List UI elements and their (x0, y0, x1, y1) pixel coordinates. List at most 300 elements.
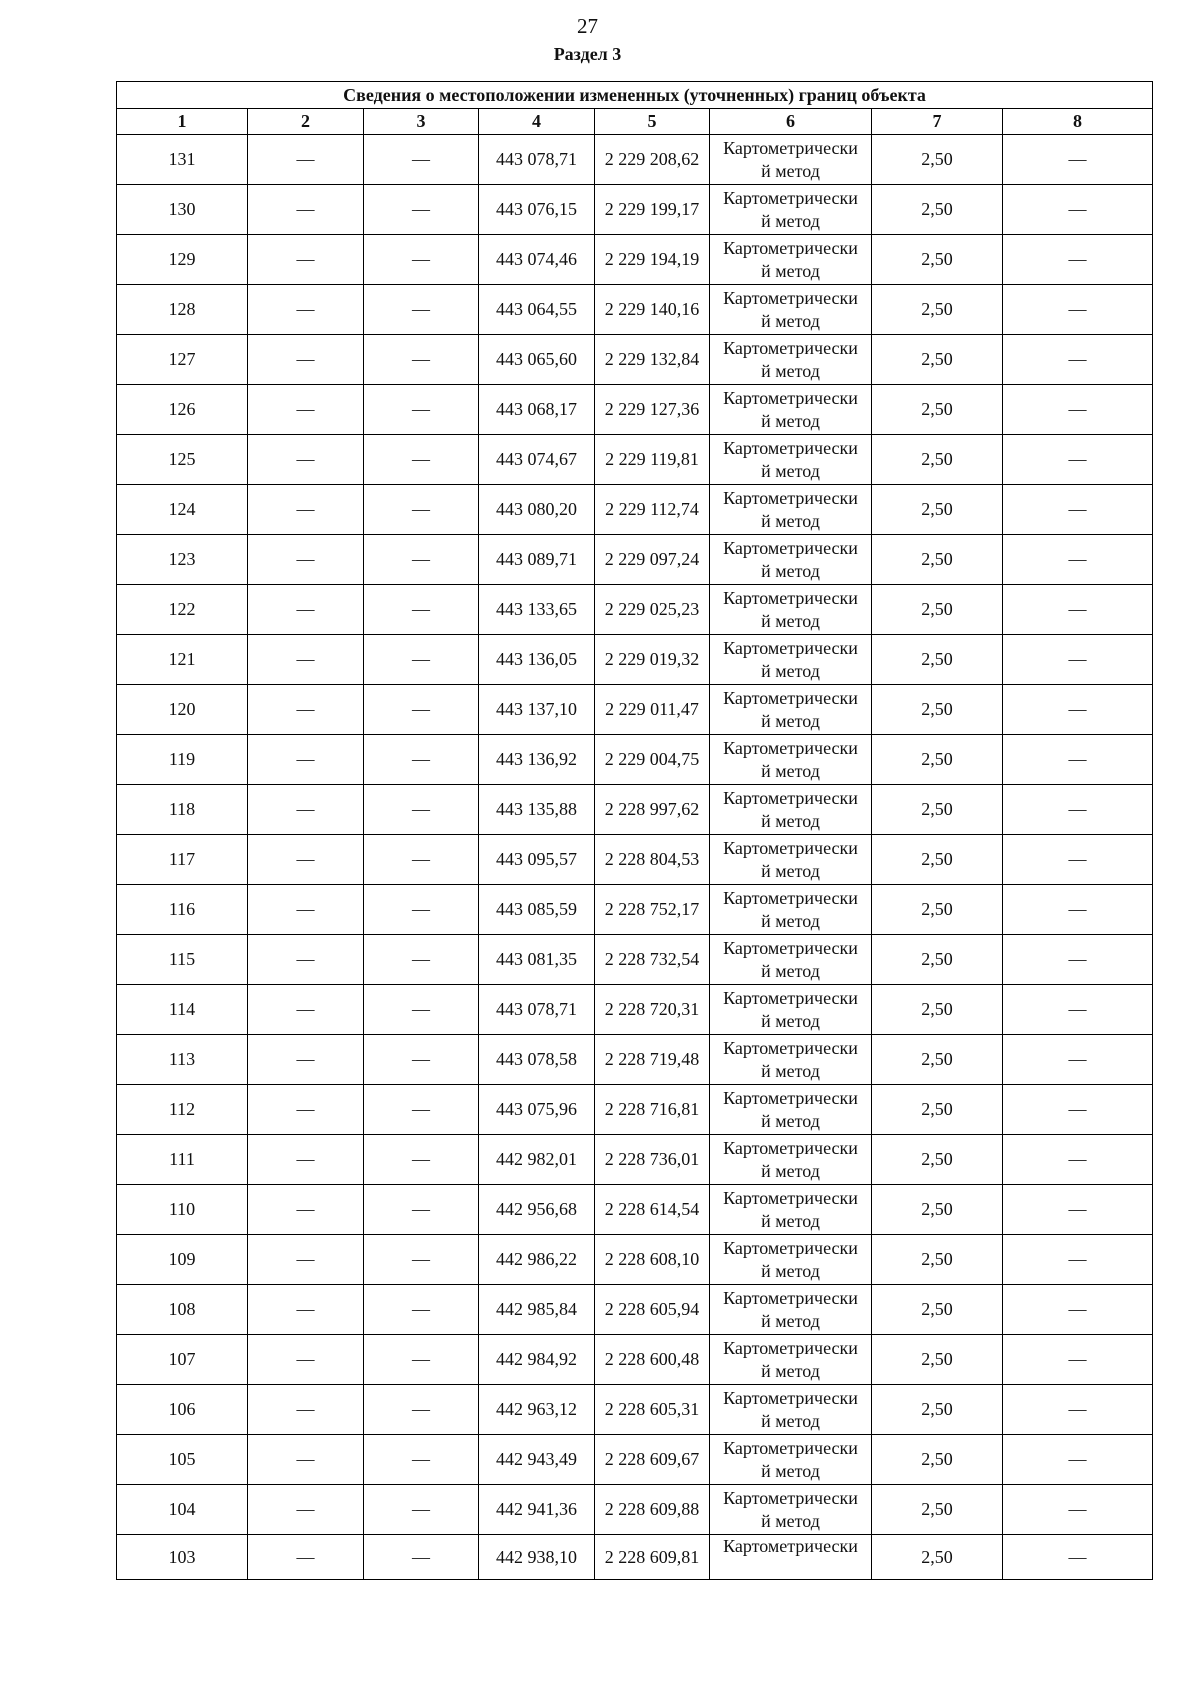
point-number-cell: 130 (117, 185, 248, 235)
method-text-line: Картометрически (723, 187, 858, 208)
accuracy-cell: 2,50 (872, 635, 1003, 685)
method-cell (710, 1085, 872, 1135)
empty-value-cell: — (364, 435, 479, 485)
empty-value-cell: — (364, 235, 479, 285)
accuracy-cell: 2,50 (872, 1035, 1003, 1085)
empty-value-cell: — (248, 1035, 364, 1085)
method-text-line: й метод (761, 1110, 820, 1131)
point-number-cell: 115 (117, 935, 248, 985)
y-coordinate-cell: 2 228 609,88 (595, 1485, 710, 1535)
method-text-line: Картометрически (723, 1487, 858, 1508)
method-cell (710, 735, 872, 785)
empty-value-cell: — (248, 535, 364, 585)
method-text-line: Картометрически (723, 987, 858, 1008)
method-text-line: й метод (761, 860, 820, 881)
empty-value-cell: — (364, 1185, 479, 1235)
x-coordinate-cell: 442 943,49 (479, 1435, 595, 1485)
table-row (117, 1485, 1153, 1535)
x-coordinate-cell: 442 963,12 (479, 1385, 595, 1435)
empty-value-cell: — (1003, 585, 1153, 635)
column-number: 4 (479, 109, 595, 135)
method-text-line: Картометрически (723, 337, 858, 358)
method-cell (710, 1285, 872, 1335)
empty-value-cell: — (1003, 1035, 1153, 1085)
method-cell (710, 685, 872, 735)
accuracy-cell: 2,50 (872, 735, 1003, 785)
x-coordinate-cell: 443 136,92 (479, 735, 595, 785)
method-text-line: й метод (761, 560, 820, 581)
empty-value-cell: — (248, 1435, 364, 1485)
method-text-line: й метод (761, 1310, 820, 1331)
accuracy-cell: 2,50 (872, 1185, 1003, 1235)
method-cell (710, 1035, 872, 1085)
empty-value-cell: — (364, 935, 479, 985)
empty-value-cell: — (364, 635, 479, 685)
table-row (117, 1535, 1153, 1580)
empty-value-cell: — (364, 1035, 479, 1085)
method-text-line: Картометрически (723, 1087, 858, 1108)
column-number: 8 (1003, 109, 1153, 135)
empty-value-cell: — (1003, 535, 1153, 585)
table-row (117, 135, 1153, 185)
empty-value-cell: — (248, 885, 364, 935)
point-number-cell: 125 (117, 435, 248, 485)
method-text-line: й метод (761, 310, 820, 331)
method-text-line: й метод (761, 760, 820, 781)
table-row (117, 185, 1153, 235)
empty-value-cell: — (1003, 735, 1153, 785)
empty-value-cell: — (248, 1335, 364, 1385)
method-cell (710, 235, 872, 285)
point-number-cell: 114 (117, 985, 248, 1035)
method-cell (710, 1435, 872, 1485)
empty-value-cell: — (364, 685, 479, 735)
table-row (117, 1185, 1153, 1235)
x-coordinate-cell: 443 080,20 (479, 485, 595, 535)
x-coordinate-cell: 443 076,15 (479, 185, 595, 235)
x-coordinate-cell: 443 075,96 (479, 1085, 595, 1135)
method-cell (710, 435, 872, 485)
method-text-line: Картометрически (723, 837, 858, 858)
empty-value-cell: — (1003, 1435, 1153, 1485)
accuracy-cell: 2,50 (872, 985, 1003, 1035)
table-row (117, 1385, 1153, 1435)
table-row (117, 435, 1153, 485)
x-coordinate-cell: 443 064,55 (479, 285, 595, 335)
method-text-line: Картометрически (723, 1037, 858, 1058)
method-text-line: Картометрически (723, 1137, 858, 1158)
empty-value-cell: — (248, 235, 364, 285)
point-number-cell: 104 (117, 1485, 248, 1535)
y-coordinate-cell: 2 229 004,75 (595, 735, 710, 785)
empty-value-cell: — (248, 1285, 364, 1335)
y-coordinate-cell: 2 228 608,10 (595, 1235, 710, 1285)
accuracy-cell: 2,50 (872, 335, 1003, 385)
method-cell (710, 585, 872, 635)
method-text-line: й метод (761, 1260, 820, 1281)
y-coordinate-cell: 2 229 112,74 (595, 485, 710, 535)
empty-value-cell: — (1003, 785, 1153, 835)
table-row (117, 1285, 1153, 1335)
y-coordinate-cell: 2 228 997,62 (595, 785, 710, 835)
method-text-line: й метод (761, 460, 820, 481)
method-text-line: й метод (761, 1060, 820, 1081)
point-number-cell: 109 (117, 1235, 248, 1285)
empty-value-cell: — (1003, 135, 1153, 185)
empty-value-cell: — (1003, 985, 1153, 1035)
empty-value-cell: — (364, 135, 479, 185)
table-row (117, 735, 1153, 785)
accuracy-cell: 2,50 (872, 835, 1003, 885)
x-coordinate-cell: 443 074,46 (479, 235, 595, 285)
empty-value-cell: — (1003, 1135, 1153, 1185)
empty-value-cell: — (1003, 1335, 1153, 1385)
method-text-line: й метод (761, 1460, 820, 1481)
point-number-cell: 105 (117, 1435, 248, 1485)
empty-value-cell: — (1003, 885, 1153, 935)
point-number-cell: 116 (117, 885, 248, 935)
empty-value-cell: — (1003, 1085, 1153, 1135)
empty-value-cell: — (364, 1435, 479, 1485)
column-number: 3 (364, 109, 479, 135)
accuracy-cell: 2,50 (872, 1535, 1003, 1580)
y-coordinate-cell: 2 228 719,48 (595, 1035, 710, 1085)
empty-value-cell: — (1003, 1235, 1153, 1285)
x-coordinate-cell: 442 956,68 (479, 1185, 595, 1235)
x-coordinate-cell: 443 081,35 (479, 935, 595, 985)
empty-value-cell: — (248, 1535, 364, 1580)
empty-value-cell: — (1003, 335, 1153, 385)
y-coordinate-cell: 2 229 194,19 (595, 235, 710, 285)
empty-value-cell: — (1003, 235, 1153, 285)
empty-value-cell: — (248, 785, 364, 835)
column-number: 7 (872, 109, 1003, 135)
accuracy-cell: 2,50 (872, 1435, 1003, 1485)
empty-value-cell: — (1003, 835, 1153, 885)
method-text-line: Картометрически (723, 937, 858, 958)
y-coordinate-cell: 2 229 011,47 (595, 685, 710, 735)
method-text-line: й метод (761, 810, 820, 831)
method-text-line: й метод (761, 360, 820, 381)
empty-value-cell: — (248, 485, 364, 535)
table-row (117, 285, 1153, 335)
y-coordinate-cell: 2 228 804,53 (595, 835, 710, 885)
empty-value-cell: — (364, 585, 479, 635)
column-number: 5 (595, 109, 710, 135)
empty-value-cell: — (364, 985, 479, 1035)
method-cell (710, 335, 872, 385)
empty-value-cell: — (1003, 685, 1153, 735)
point-number-cell: 118 (117, 785, 248, 835)
y-coordinate-cell: 2 228 732,54 (595, 935, 710, 985)
table-caption: Сведения о местоположении измененных (уточненных) границ объекта (117, 82, 1153, 109)
empty-value-cell: — (248, 385, 364, 435)
method-cell (710, 1235, 872, 1285)
point-number-cell: 107 (117, 1335, 248, 1385)
method-cell (710, 385, 872, 435)
empty-value-cell: — (364, 1335, 479, 1385)
method-text-line: й метод (761, 1410, 820, 1431)
method-text-line: й метод (761, 910, 820, 931)
accuracy-cell: 2,50 (872, 485, 1003, 535)
method-text-line: й метод (761, 410, 820, 431)
y-coordinate-cell: 2 229 127,36 (595, 385, 710, 435)
method-text-line: й метод (761, 210, 820, 231)
point-number-cell: 120 (117, 685, 248, 735)
method-cell (710, 1485, 872, 1535)
empty-value-cell: — (1003, 1385, 1153, 1435)
accuracy-cell: 2,50 (872, 435, 1003, 485)
table-row (117, 585, 1153, 635)
method-text-line: Картометрически (723, 587, 858, 608)
point-number-cell: 121 (117, 635, 248, 685)
empty-value-cell: — (248, 585, 364, 635)
empty-value-cell: — (1003, 1535, 1153, 1580)
method-cell (710, 785, 872, 835)
y-coordinate-cell: 2 228 752,17 (595, 885, 710, 935)
empty-value-cell: — (1003, 1485, 1153, 1535)
empty-value-cell: — (248, 1135, 364, 1185)
y-coordinate-cell: 2 229 208,62 (595, 135, 710, 185)
empty-value-cell: — (1003, 285, 1153, 335)
method-text-line: й метод (761, 260, 820, 281)
empty-value-cell: — (364, 1235, 479, 1285)
table-row (117, 1085, 1153, 1135)
empty-value-cell: — (248, 285, 364, 335)
x-coordinate-cell: 443 074,67 (479, 435, 595, 485)
x-coordinate-cell: 443 136,05 (479, 635, 595, 685)
empty-value-cell: — (364, 835, 479, 885)
empty-value-cell: — (364, 285, 479, 335)
method-text-line: Картометрически (723, 137, 858, 158)
method-text-line: Картометрически (723, 1237, 858, 1258)
table-row (117, 985, 1153, 1035)
method-text-line: Картометрически (723, 487, 858, 508)
table-row (117, 885, 1153, 935)
x-coordinate-cell: 442 941,36 (479, 1485, 595, 1535)
accuracy-cell: 2,50 (872, 1235, 1003, 1285)
point-number-cell: 117 (117, 835, 248, 885)
method-cell (710, 935, 872, 985)
method-cell (710, 985, 872, 1035)
method-text-line: й метод (761, 1160, 820, 1181)
point-number-cell: 127 (117, 335, 248, 385)
method-text-line: Картометрически (723, 887, 858, 908)
point-number-cell: 110 (117, 1185, 248, 1235)
empty-value-cell: — (1003, 1285, 1153, 1335)
method-cell (710, 1185, 872, 1235)
accuracy-cell: 2,50 (872, 585, 1003, 635)
point-number-cell: 122 (117, 585, 248, 635)
point-number-cell: 106 (117, 1385, 248, 1435)
point-number-cell: 103 (117, 1535, 248, 1580)
table-row (117, 1435, 1153, 1485)
method-cell (710, 485, 872, 535)
x-coordinate-cell: 443 133,65 (479, 585, 595, 635)
method-cell (710, 135, 872, 185)
accuracy-cell: 2,50 (872, 135, 1003, 185)
method-cell (710, 885, 872, 935)
empty-value-cell: — (364, 1285, 479, 1335)
point-number-cell: 112 (117, 1085, 248, 1135)
method-text-line: Картометрически (723, 1287, 858, 1308)
y-coordinate-cell: 2 229 097,24 (595, 535, 710, 585)
point-number-cell: 124 (117, 485, 248, 535)
empty-value-cell: — (248, 635, 364, 685)
accuracy-cell: 2,50 (872, 235, 1003, 285)
empty-value-cell: — (248, 1235, 364, 1285)
table-row (117, 685, 1153, 735)
point-number-cell: 128 (117, 285, 248, 335)
y-coordinate-cell: 2 229 132,84 (595, 335, 710, 385)
method-text-line: Картометрически (723, 1387, 858, 1408)
method-text-line: й метод (761, 610, 820, 631)
accuracy-cell: 2,50 (872, 885, 1003, 935)
empty-value-cell: — (248, 1185, 364, 1235)
empty-value-cell: — (364, 535, 479, 585)
x-coordinate-cell: 443 078,58 (479, 1035, 595, 1085)
empty-value-cell: — (248, 1485, 364, 1535)
x-coordinate-cell: 442 938,10 (479, 1535, 595, 1580)
empty-value-cell: — (248, 935, 364, 985)
method-text-line: й метод (761, 1510, 820, 1531)
y-coordinate-cell: 2 229 019,32 (595, 635, 710, 685)
table-row (117, 1235, 1153, 1285)
column-number: 1 (117, 109, 248, 135)
method-text-line: Картометрически (723, 1337, 858, 1358)
y-coordinate-cell: 2 228 720,31 (595, 985, 710, 1035)
table-row (117, 335, 1153, 385)
method-text-line: Картометрически (723, 787, 858, 808)
empty-value-cell: — (364, 335, 479, 385)
empty-value-cell: — (364, 1485, 479, 1535)
method-cell (710, 1385, 872, 1435)
empty-value-cell: — (1003, 485, 1153, 535)
table-row (117, 535, 1153, 585)
empty-value-cell: — (1003, 635, 1153, 685)
x-coordinate-cell: 442 984,92 (479, 1335, 595, 1385)
empty-value-cell: — (248, 1385, 364, 1435)
empty-value-cell: — (364, 785, 479, 835)
method-text-line: Картометрически (723, 1187, 858, 1208)
table-row (117, 1135, 1153, 1185)
column-number-row (117, 109, 1153, 135)
method-text-line: Картометрически (723, 637, 858, 658)
table-row (117, 935, 1153, 985)
method-text-line: Картометрически (723, 437, 858, 458)
method-cell (710, 285, 872, 335)
empty-value-cell: — (248, 1085, 364, 1135)
method-cell (710, 1335, 872, 1385)
table-row (117, 385, 1153, 435)
empty-value-cell: — (364, 385, 479, 435)
empty-value-cell: — (364, 1135, 479, 1185)
empty-value-cell: — (1003, 185, 1153, 235)
y-coordinate-cell: 2 228 605,31 (595, 1385, 710, 1435)
y-coordinate-cell: 2 229 119,81 (595, 435, 710, 485)
empty-value-cell: — (248, 835, 364, 885)
y-coordinate-cell: 2 229 025,23 (595, 585, 710, 635)
y-coordinate-cell: 2 229 140,16 (595, 285, 710, 335)
empty-value-cell: — (1003, 435, 1153, 485)
empty-value-cell: — (364, 885, 479, 935)
empty-value-cell: — (248, 135, 364, 185)
x-coordinate-cell: 443 085,59 (479, 885, 595, 935)
column-number: 6 (710, 109, 872, 135)
method-cell (710, 1135, 872, 1185)
empty-value-cell: — (248, 435, 364, 485)
empty-value-cell: — (248, 185, 364, 235)
y-coordinate-cell: 2 228 609,67 (595, 1435, 710, 1485)
empty-value-cell: — (364, 485, 479, 535)
y-coordinate-cell: 2 228 736,01 (595, 1135, 710, 1185)
page-number: 27 (577, 14, 598, 38)
accuracy-cell: 2,50 (872, 1285, 1003, 1335)
table-row (117, 835, 1153, 885)
empty-value-cell: — (248, 685, 364, 735)
method-text-line: Картометрически (723, 1536, 858, 1556)
point-number-cell: 131 (117, 135, 248, 185)
y-coordinate-cell: 2 228 605,94 (595, 1285, 710, 1335)
x-coordinate-cell: 443 089,71 (479, 535, 595, 585)
method-text-line: й метод (761, 160, 820, 181)
method-cell (710, 1535, 872, 1580)
point-number-cell: 123 (117, 535, 248, 585)
x-coordinate-cell: 443 068,17 (479, 385, 595, 435)
method-text-line: й метод (761, 1210, 820, 1231)
method-cell (710, 185, 872, 235)
point-number-cell: 113 (117, 1035, 248, 1085)
point-number-cell: 126 (117, 385, 248, 435)
empty-value-cell: — (1003, 385, 1153, 435)
table-row (117, 785, 1153, 835)
empty-value-cell: — (1003, 1185, 1153, 1235)
x-coordinate-cell: 443 078,71 (479, 985, 595, 1035)
accuracy-cell: 2,50 (872, 185, 1003, 235)
x-coordinate-cell: 443 135,88 (479, 785, 595, 835)
method-text-line: й метод (761, 710, 820, 731)
point-number-cell: 111 (117, 1135, 248, 1185)
method-cell (710, 835, 872, 885)
empty-value-cell: — (364, 185, 479, 235)
method-text-line: Картометрически (723, 237, 858, 258)
section-title: Раздел 3 (553, 44, 622, 64)
empty-value-cell: — (364, 1385, 479, 1435)
y-coordinate-cell: 2 228 609,81 (595, 1535, 710, 1580)
table-row (117, 635, 1153, 685)
x-coordinate-cell: 442 986,22 (479, 1235, 595, 1285)
table-row (117, 1035, 1153, 1085)
method-text-line: Картометрически (723, 287, 858, 308)
method-text-line: й метод (761, 960, 820, 981)
accuracy-cell: 2,50 (872, 1385, 1003, 1435)
method-text-line: й метод (761, 510, 820, 531)
method-text-line: й метод (761, 660, 820, 681)
y-coordinate-cell: 2 228 716,81 (595, 1085, 710, 1135)
table-row (117, 1335, 1153, 1385)
accuracy-cell: 2,50 (872, 285, 1003, 335)
method-cell (710, 535, 872, 585)
empty-value-cell: — (364, 1085, 479, 1135)
table-row (117, 235, 1153, 285)
method-text-line: й метод (761, 1360, 820, 1381)
y-coordinate-cell: 2 229 199,17 (595, 185, 710, 235)
accuracy-cell: 2,50 (872, 935, 1003, 985)
method-text-line: Картометрически (723, 687, 858, 708)
accuracy-cell: 2,50 (872, 535, 1003, 585)
method-text-line: й метод (761, 1010, 820, 1031)
x-coordinate-cell: 443 095,57 (479, 835, 595, 885)
